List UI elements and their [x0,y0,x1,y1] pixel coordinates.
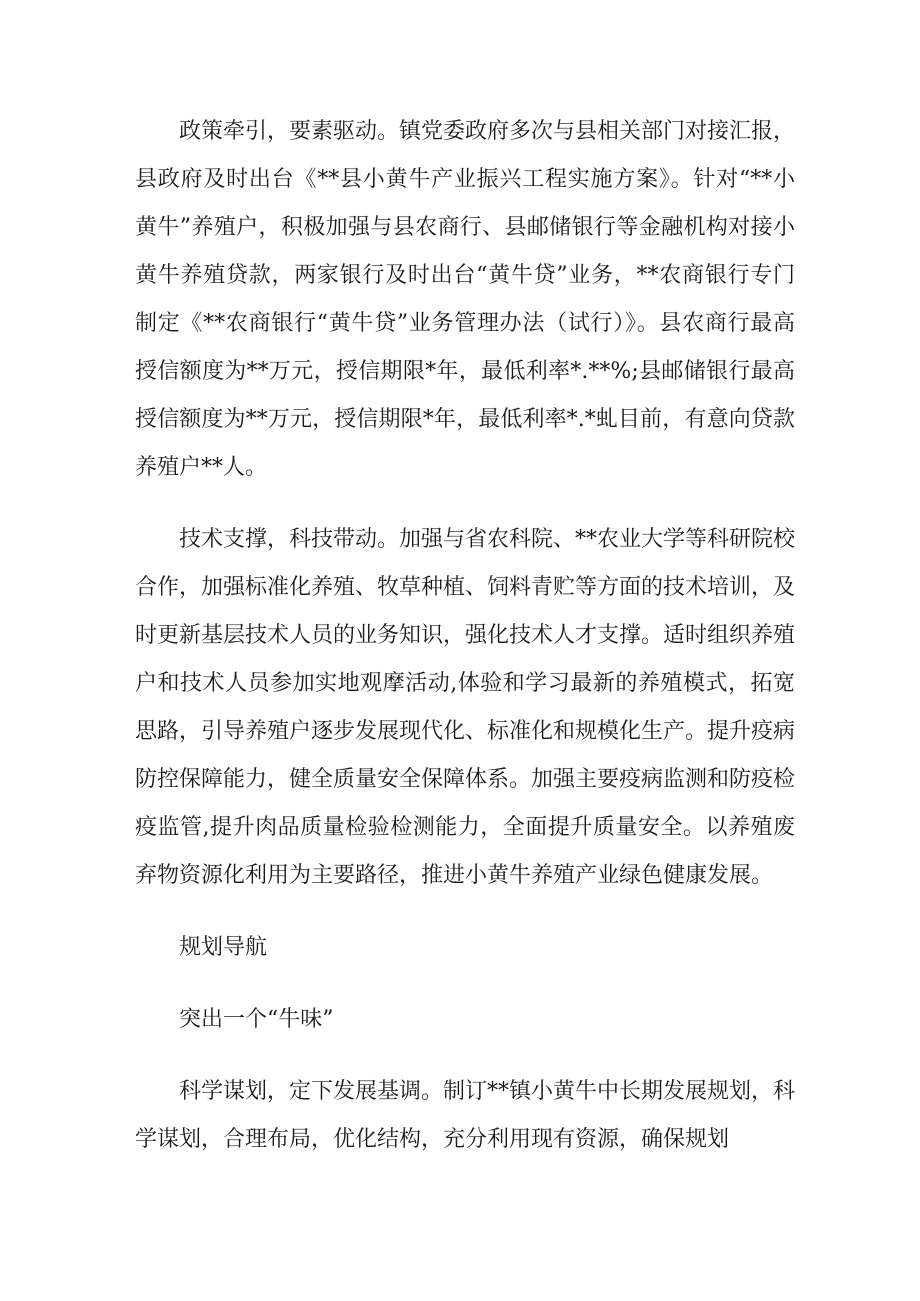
section-heading-planning: 规划导航 [179,935,268,960]
document-page [135,108,795,1164]
paragraph-policy: 政策牵引，要素驱动。镇党委政府多次与县相关部门对接汇报，县政府及时出台《**县小黄牛产业振兴工程实施方案》。针对“**小黄牛”养殖户，积极加强与县农商行、县邮储银行等金融机构对接小黄牛养殖贷款，两家银行及时出台“黄牛贷”业务，**农商银行专门制定《**农商银行“黄牛贷”业务管理办法（试行）》。县农商行最高授信额度为**万元，授信期限*年，最低利率*.**%;县邮储银行最高授信额度为**万元，授信期限*年，最低利率*.*虬目前，有意向贷款养殖户**人。 [135,119,796,480]
paragraph-scientific-planning: 科学谋划，定下发展基调。制订**镇小黄牛中长期发展规划，科学谋划，合理布局，优化结构，充分利用现有资源，确保规划 [135,1079,796,1152]
paragraph-technology: 技术支撑，科技带动。加强与省农科院、**农业大学等科研院校合作，加强标准化养殖、牧草种植、饲料青贮等方面的技术培训，及时更新基层技术人员的业务知识，强化技术人才支撑。适时组织养殖户和技术人员参加实地观摩活动,体验和学习最新的养殖模式，拓宽思路，引导养殖户逐步发展现代化、标准化和规模化生产。提升疫病防控保障能力，健全质量安全保障体系。加强主要疫病监测和防疫检疫监管,提升肉品质量检验检测能力，全面提升质量安全。以养殖废弃物资源化利用为主要路径，推进小黄牛养殖产业绿色健康发展。 [135,527,796,888]
section-heading-niuwei: 突出一个“牛味” [179,1007,334,1032]
